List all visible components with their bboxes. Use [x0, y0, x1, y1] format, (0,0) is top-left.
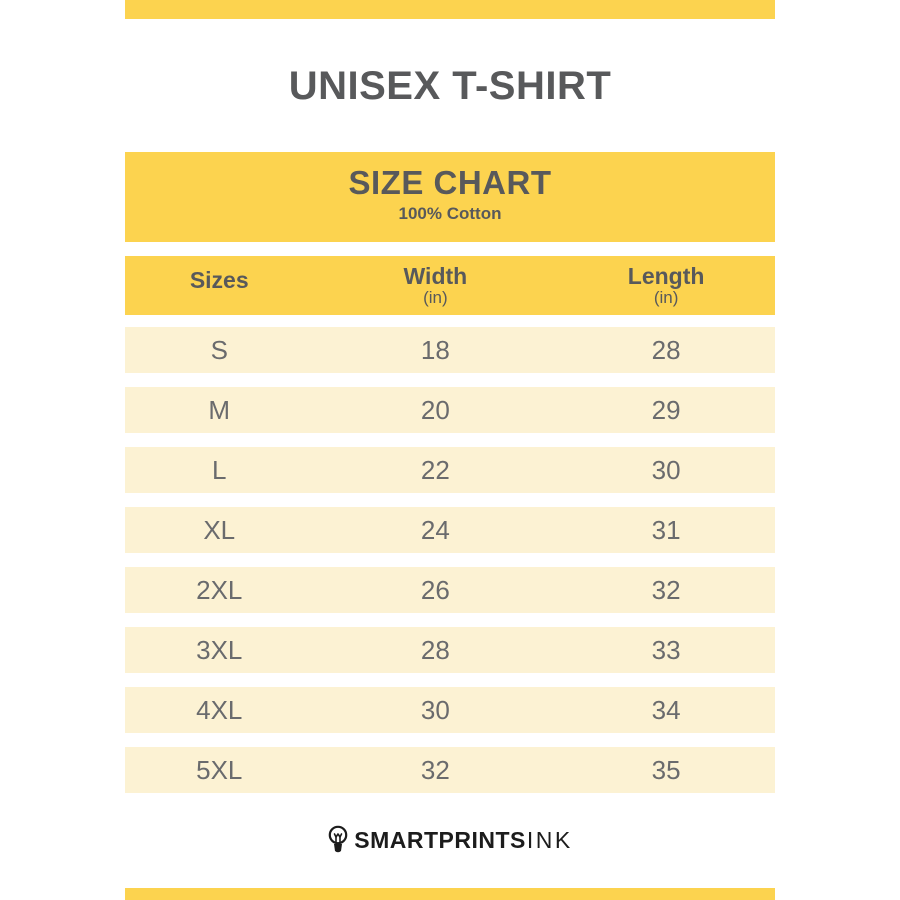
size-cell: XL: [203, 514, 236, 545]
length-cell: 31: [651, 514, 681, 545]
header-cell-width: [314, 256, 558, 315]
size-cell: M: [208, 394, 231, 425]
brand-name-bold: SMARTPRINTS: [354, 827, 526, 853]
length-cell: 28: [651, 334, 681, 365]
length-cell: 35: [651, 754, 681, 785]
bottom-accent-bar: [125, 888, 775, 900]
table-body: [125, 327, 775, 807]
width-cell: 26: [420, 574, 450, 605]
size-cell: 4XL: [196, 694, 243, 725]
length-cell: 34: [651, 694, 681, 725]
table-row: [125, 327, 775, 373]
length-cell: 32: [651, 574, 681, 605]
header-unit: (in): [423, 288, 448, 307]
table-row: [125, 447, 775, 493]
header-unit: (in): [653, 288, 679, 307]
size-cell: S: [210, 334, 228, 365]
brand-name-light: INK: [526, 827, 573, 853]
table-row: [125, 747, 775, 793]
width-cell: 18: [420, 334, 450, 365]
page-title: UNISEX T-SHIRT: [288, 64, 612, 108]
header-label: Sizes: [189, 267, 249, 293]
table-row: [125, 627, 775, 673]
length-cell: 30: [651, 454, 681, 485]
width-cell: 32: [420, 754, 450, 785]
brand-logo: [0, 818, 900, 862]
size-cell: 5XL: [196, 754, 243, 785]
table-row: [125, 507, 775, 553]
table-header-row: [125, 256, 775, 315]
table-row: [125, 567, 775, 613]
width-cell: 24: [420, 514, 450, 545]
header-label: Width: [403, 263, 468, 289]
header-cell-length: [557, 256, 775, 315]
width-cell: 20: [420, 394, 450, 425]
size-chart-banner: [125, 152, 775, 242]
brand-name: [354, 825, 572, 855]
top-accent-bar: [125, 0, 775, 19]
lightbulb-icon: [327, 825, 349, 855]
width-cell: 28: [420, 634, 450, 665]
table-row: [125, 387, 775, 433]
width-cell: 30: [420, 694, 450, 725]
size-cell: 3XL: [196, 634, 243, 665]
banner-title: SIZE CHART: [348, 164, 552, 201]
size-cell: 2XL: [196, 574, 243, 605]
length-cell: 33: [651, 634, 681, 665]
table-row: [125, 687, 775, 733]
size-cell: L: [212, 454, 227, 485]
header-cell-sizes: [125, 256, 314, 315]
width-cell: 22: [420, 454, 450, 485]
banner-subtitle: 100% Cotton: [398, 204, 502, 223]
length-cell: 29: [651, 394, 681, 425]
header-label: Length: [627, 263, 705, 289]
